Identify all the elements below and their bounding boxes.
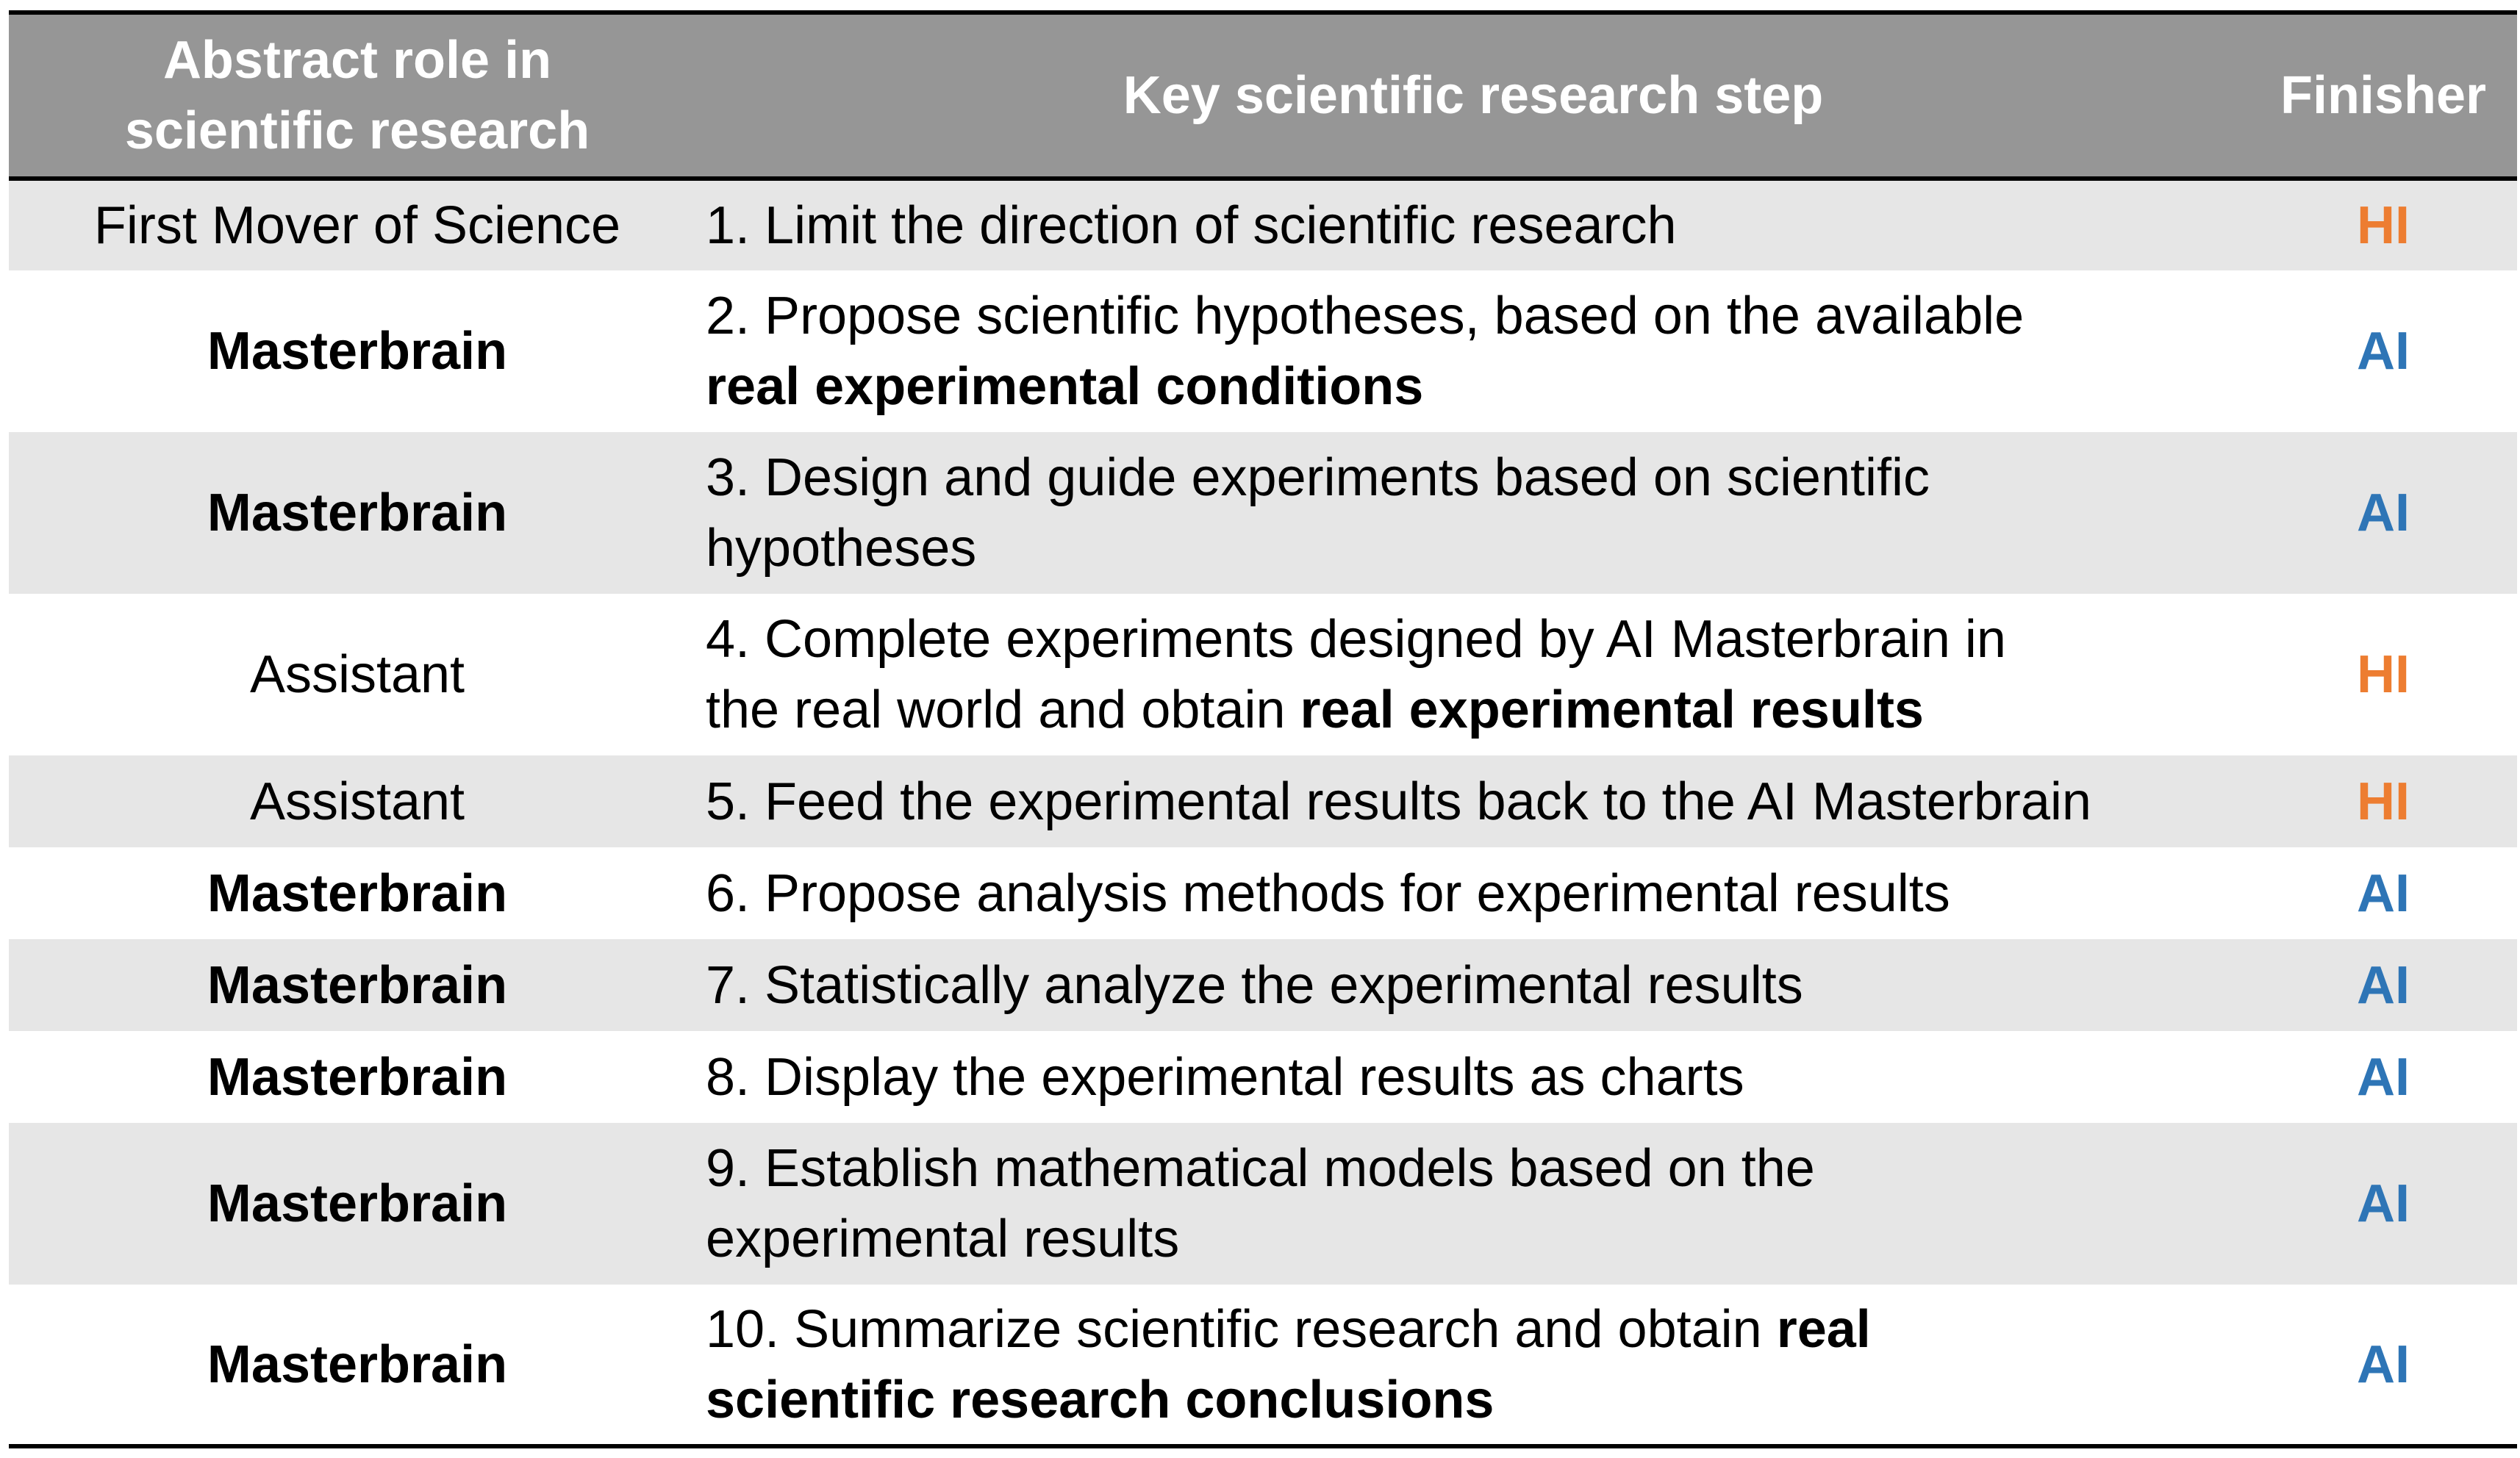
step-cell bbox=[706, 755, 2249, 847]
role-cell: Masterbrain bbox=[207, 1047, 508, 1107]
table-row bbox=[9, 179, 2517, 270]
step-text-emphasis: real experimental results bbox=[1300, 680, 1924, 739]
role-cell: Assistant bbox=[249, 645, 465, 704]
finisher-cell: HI bbox=[2357, 196, 2410, 255]
header-finisher: Finisher bbox=[2249, 12, 2517, 179]
header-role-line2: scientific research bbox=[124, 101, 590, 160]
table-row bbox=[9, 1285, 2517, 1446]
header-row bbox=[9, 12, 2517, 179]
finisher-cell: AI bbox=[2357, 322, 2410, 381]
table-row bbox=[9, 432, 2517, 594]
step-cell bbox=[706, 1123, 2249, 1285]
step-cell bbox=[706, 270, 2249, 432]
step-cell bbox=[706, 1031, 2249, 1123]
step-cell bbox=[706, 594, 2249, 755]
header-role-line1: Abstract role in bbox=[162, 31, 552, 90]
header-role bbox=[9, 12, 706, 179]
finisher-cell: HI bbox=[2357, 772, 2410, 831]
finisher-cell: AI bbox=[2357, 484, 2410, 542]
table-body bbox=[9, 179, 2517, 1446]
table-row bbox=[9, 1031, 2517, 1123]
step-text: 2. Propose scientific hypotheses, based on the available bbox=[706, 287, 2025, 345]
table-row bbox=[9, 1123, 2517, 1285]
step-text: 3. Design and guide experiments based on scientific bbox=[706, 448, 1930, 507]
table-row bbox=[9, 847, 2517, 939]
table-header bbox=[9, 12, 2517, 179]
step-text-continued: hypotheses bbox=[706, 519, 977, 578]
step-text: 10. Summarize scientific research and obtain bbox=[706, 1299, 1777, 1359]
finisher-cell: AI bbox=[2357, 1174, 2410, 1233]
header-step bbox=[706, 12, 2249, 179]
finisher-cell: AI bbox=[2357, 1047, 2410, 1107]
table-row bbox=[9, 755, 2517, 847]
role-cell: Assistant bbox=[249, 772, 465, 831]
step-text-continued: experimental results bbox=[706, 1210, 1180, 1268]
step-text: 9. Establish mathematical models based on the bbox=[706, 1139, 1815, 1198]
step-text: 8. Display the experimental results as charts bbox=[706, 1047, 1744, 1107]
step-text: 1. Limit the direction of scientific research bbox=[706, 196, 1677, 255]
research-roles-table bbox=[9, 10, 2517, 1448]
step-text-emphasis: real experimental conditions bbox=[706, 357, 1424, 416]
role-cell: Masterbrain bbox=[207, 322, 508, 381]
role-cell: First Mover of Science bbox=[93, 196, 621, 255]
role-cell: Masterbrain bbox=[207, 863, 508, 923]
role-cell: Masterbrain bbox=[9, 1285, 706, 1446]
step-text-emphasis-continued: scientific research conclusions bbox=[706, 1370, 1495, 1429]
step-text: 4. Complete experiments designed by AI Masterbrain in bbox=[706, 610, 2006, 669]
finisher-cell: AI bbox=[2357, 955, 2410, 1015]
step-cell bbox=[706, 432, 2249, 594]
role-cell: Masterbrain bbox=[207, 955, 508, 1015]
table-row bbox=[9, 270, 2517, 432]
step-text-emphasis: real bbox=[1776, 1299, 1871, 1359]
finisher-cell: HI bbox=[2357, 645, 2410, 704]
role-cell: Masterbrain bbox=[207, 1174, 508, 1233]
table-row bbox=[9, 594, 2517, 755]
table-row bbox=[9, 939, 2517, 1031]
header-step-label: Key scientific research step bbox=[1123, 66, 1824, 125]
finisher-cell: AI bbox=[2249, 1285, 2517, 1446]
step-cell bbox=[706, 847, 2249, 939]
step-text-continued: the real world and obtain bbox=[706, 680, 1300, 739]
step-cell bbox=[706, 939, 2249, 1031]
step-cell bbox=[706, 179, 2249, 270]
role-cell: Masterbrain bbox=[207, 484, 508, 542]
step-text: 5. Feed the experimental results back to the AI Masterbrain bbox=[706, 772, 2091, 831]
finisher-cell: AI bbox=[2357, 863, 2410, 923]
step-text: 6. Propose analysis methods for experimental results bbox=[706, 863, 1950, 923]
step-text: 7. Statistically analyze the experimental results bbox=[706, 955, 1803, 1015]
research-roles-table-wrapper bbox=[9, 10, 2517, 1448]
step-cell bbox=[706, 1285, 2249, 1446]
